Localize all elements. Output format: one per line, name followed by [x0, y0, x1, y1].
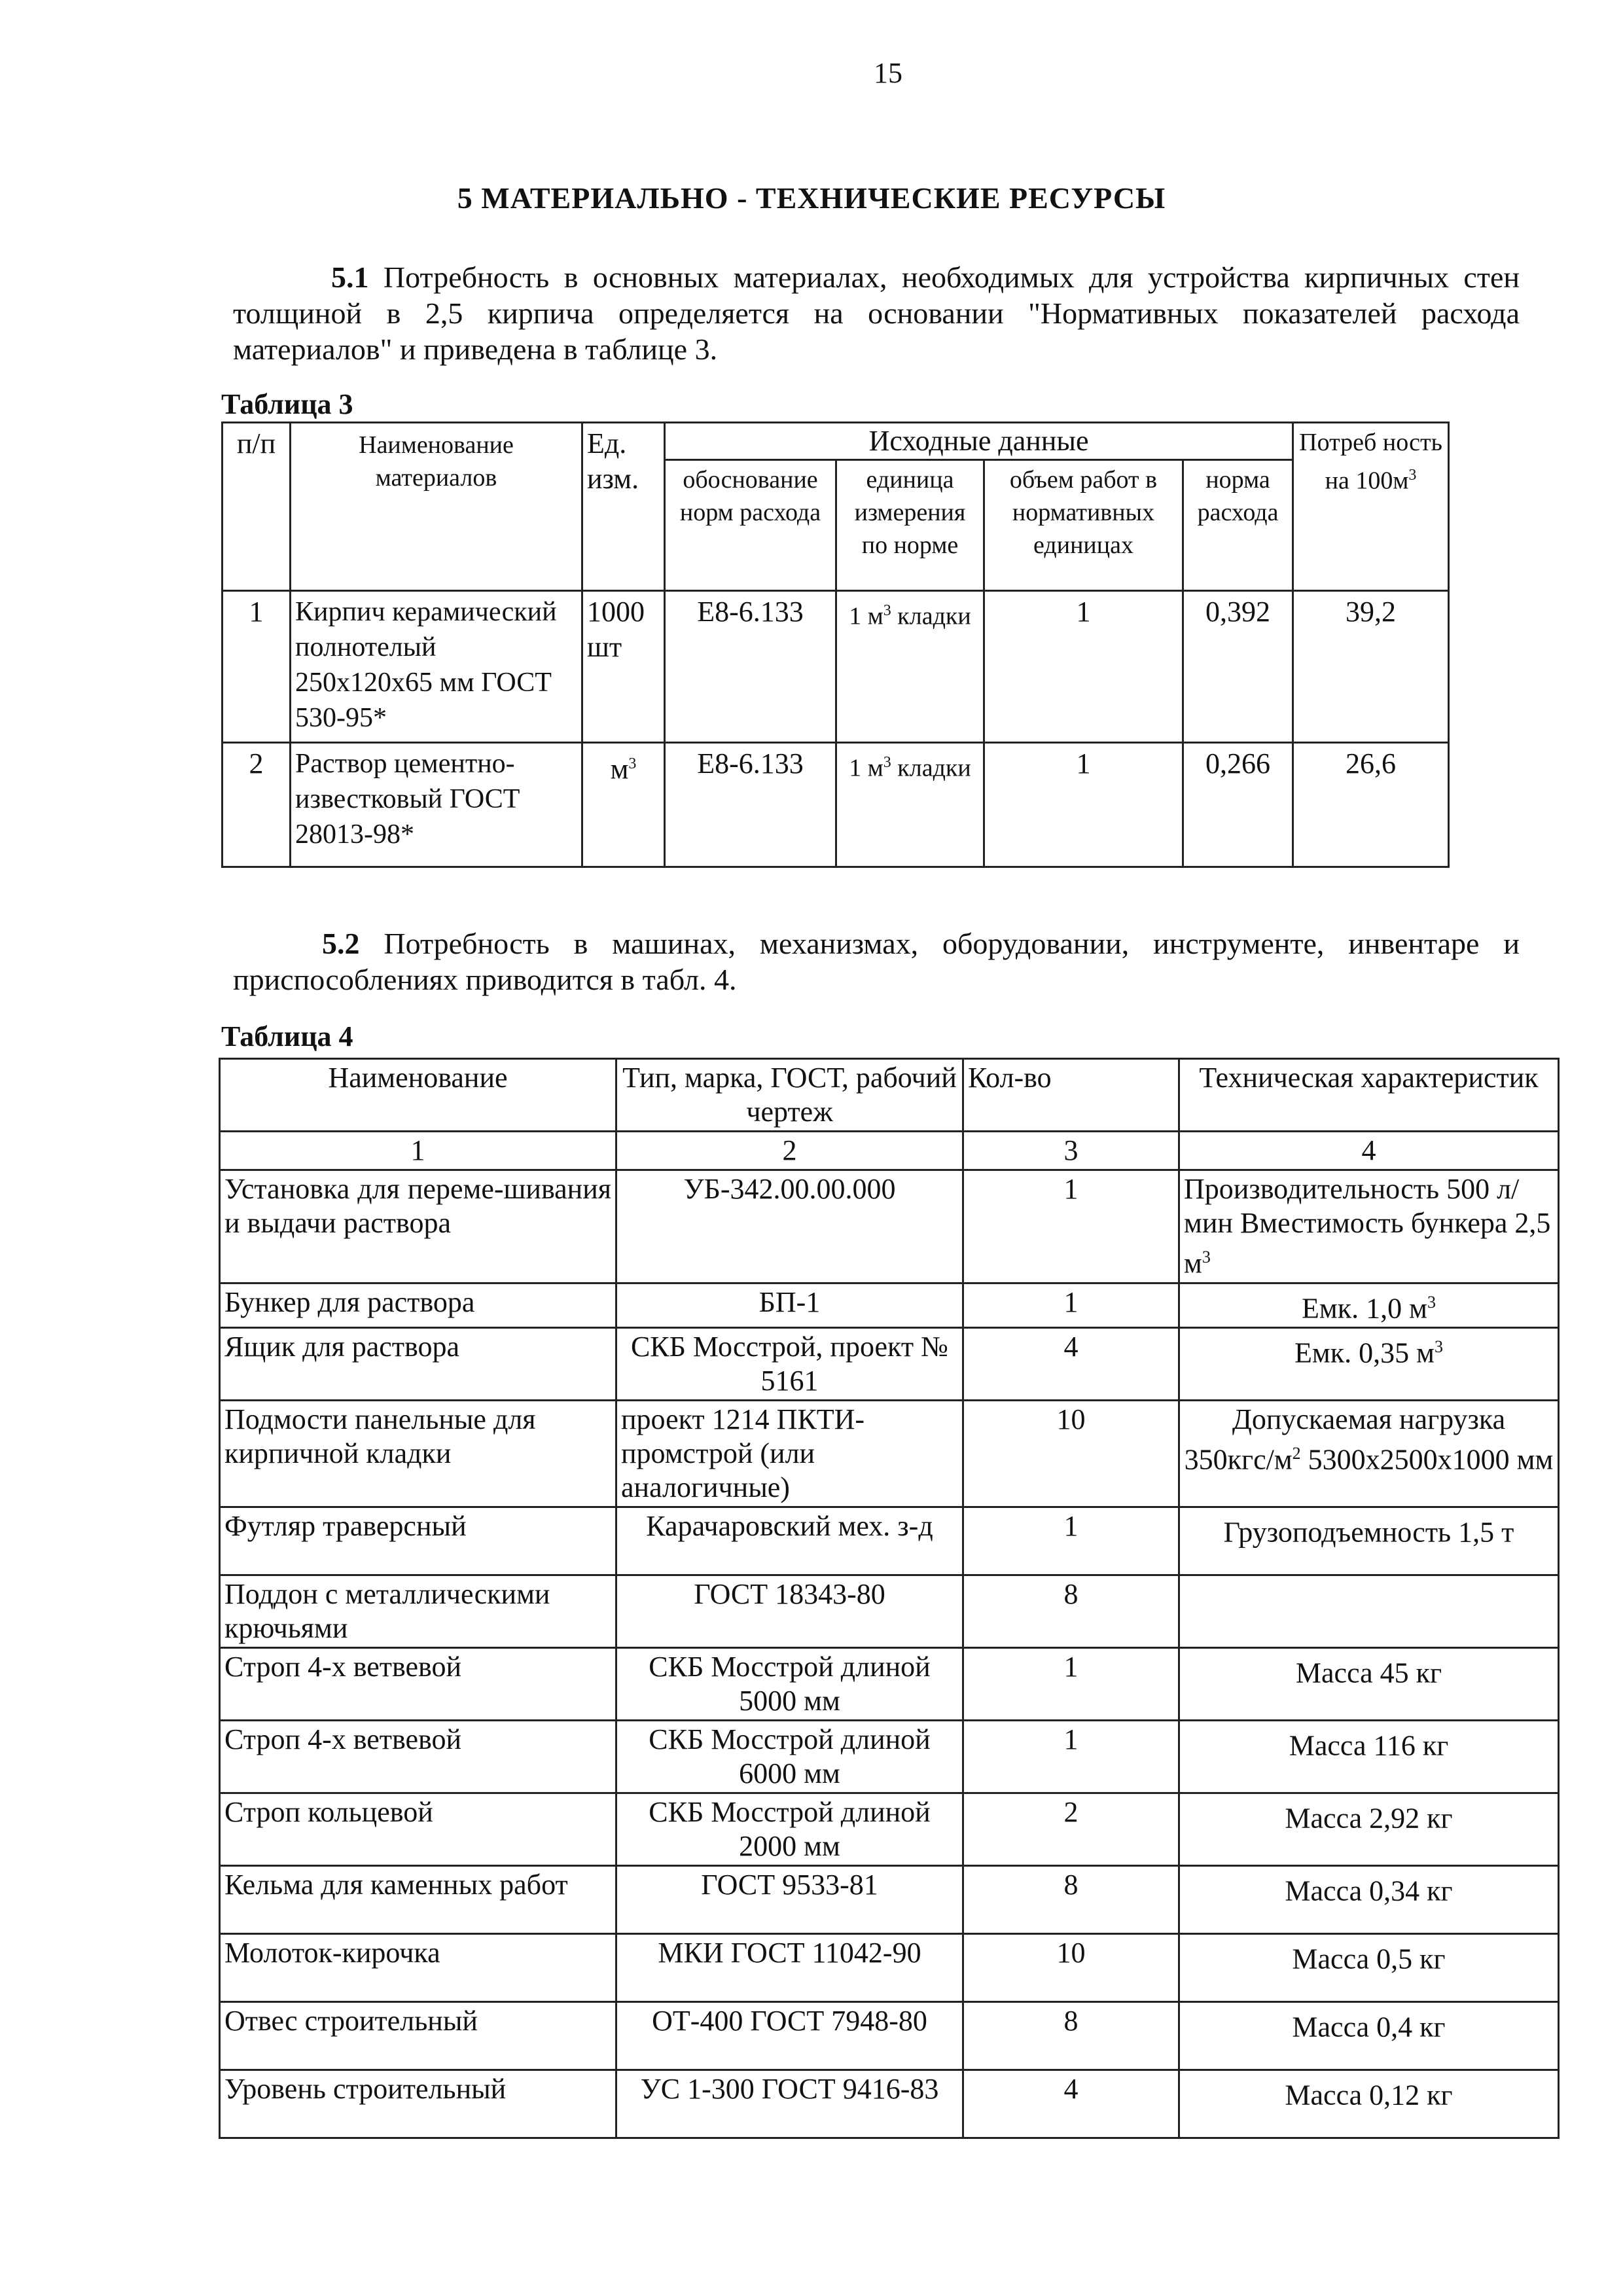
row-spec-text: Масса 116 кг: [1289, 1729, 1449, 1762]
row-type: СКБ Мосстрой длиной 2000 мм: [616, 1793, 963, 1866]
row-name: Строп 4-х ветвевой: [220, 1648, 616, 1721]
row-spec: [1179, 1866, 1559, 1934]
row-qty: 1: [963, 1283, 1179, 1328]
row-1-unit: 1000 шт: [582, 591, 665, 743]
table-row: [220, 1283, 1559, 1328]
row-qty: 1: [963, 1507, 1179, 1575]
row-spec: [1179, 1793, 1559, 1866]
paragraph-5-1: [233, 259, 1520, 367]
row-qty: 1: [963, 1170, 1179, 1283]
row-spec-text: Масса 0,5 кг: [1292, 1943, 1446, 1975]
row-type: СКБ Мосстрой длиной 5000 мм: [616, 1648, 963, 1721]
table-row: [220, 1328, 1559, 1401]
table-row: [220, 1866, 1559, 1934]
row-1-norm: 0,392: [1183, 591, 1293, 743]
row-spec: [1179, 1328, 1559, 1401]
table-row: [220, 1401, 1559, 1507]
row-spec: [1179, 1170, 1559, 1283]
row-spec-text: Емк. 1,0 м: [1302, 1292, 1427, 1325]
row-type: СКБ Мосстрой длиной 6000 мм: [616, 1721, 963, 1793]
row-type: БП-1: [616, 1283, 963, 1328]
page-number: 15: [874, 57, 902, 89]
row-qty: 8: [963, 1575, 1179, 1648]
table-4-column-numbers: [220, 1132, 1559, 1170]
row-name: Подмости панельные для кирпичной кладки: [220, 1401, 616, 1507]
row-name: Отвес строительный: [220, 2002, 616, 2070]
paragraph-5-2: [233, 925, 1520, 997]
row-2-need: 26,6: [1293, 743, 1449, 867]
row-qty: 8: [963, 1866, 1179, 1934]
table-row: [220, 1170, 1559, 1283]
table-row: [220, 1721, 1559, 1793]
row-2-norm-unit-post: кладки: [891, 754, 971, 782]
table-4-caption: Таблица 4: [221, 1020, 353, 1052]
row-name: Установка для переме-шивания и выдачи раствора: [220, 1170, 616, 1283]
row-spec-text: Производительность 500 л/мин Вместимость бункера 2,5 м: [1184, 1173, 1551, 1280]
row-2-num: 2: [223, 743, 291, 867]
row-type: проект 1214 ПКТИ-промстрой (или аналогичные): [616, 1401, 963, 1507]
row-type: ОТ-400 ГОСТ 7948-80: [616, 2002, 963, 2070]
row-1-num: 1: [223, 591, 291, 743]
row-spec: [1179, 1401, 1559, 1507]
row-name: Строп 4-х ветвевой: [220, 1721, 616, 1793]
row-2-norm-unit-pre: 1 м: [849, 754, 883, 782]
header-volume: объем работ в нормативных единицах: [984, 460, 1183, 591]
col-number-3: 3: [963, 1132, 1179, 1170]
row-type: УС 1-300 ГОСТ 9416-83: [616, 2070, 963, 2138]
row-spec-text: Грузоподъемность 1,5 т: [1223, 1516, 1514, 1549]
row-1-norm-unit-pre: 1 м: [849, 602, 883, 630]
row-qty: 2: [963, 1793, 1179, 1866]
header-qty: Кол-во: [963, 1059, 1179, 1132]
table-3: [221, 422, 1450, 868]
row-type: ГОСТ 18343-80: [616, 1575, 963, 1648]
row-spec: [1179, 1283, 1559, 1328]
row-name: Молоток-кирочка: [220, 1934, 616, 2002]
table-row: [220, 2002, 1559, 2070]
row-name: Строп кольцевой: [220, 1793, 616, 1866]
row-spec-sup: 3: [1434, 1337, 1443, 1357]
header-num: п/п: [223, 423, 291, 591]
row-1-need: 39,2: [1293, 591, 1449, 743]
row-spec: [1179, 1507, 1559, 1575]
row-spec-text: Допускаемая нагрузка 350кгс/м: [1184, 1403, 1506, 1476]
row-name: Поддон с металлическими крючьями: [220, 1575, 616, 1648]
table-row: [220, 1934, 1559, 2002]
table-row: [223, 743, 1449, 867]
table-row: [220, 1648, 1559, 1721]
section-title: 5 МАТЕРИАЛЬНО - ТЕХНИЧЕСКИЕ РЕСУРСЫ: [457, 181, 1166, 215]
table-row: [220, 1793, 1559, 1866]
row-2-basis: Е8-6.133: [665, 743, 836, 867]
row-type: Карачаровский мех. з-д: [616, 1507, 963, 1575]
paragraph-5-2-text: [233, 925, 1520, 997]
row-spec-text: Масса 2,92 кг: [1285, 1802, 1453, 1835]
table-3-caption: Таблица 3: [221, 388, 353, 420]
row-1-norm-unit-post: кладки: [891, 602, 971, 630]
paragraph-5-1-body: Потребность в основных материалах, необходимых для устройства кирпичных стен толщиной в 2,5 кирпича определяется на основании "Нормативных показателей расхода материалов" и приведена в таблице 3.: [233, 260, 1520, 366]
row-name: Футляр траверсный: [220, 1507, 616, 1575]
table-4: [219, 1058, 1560, 2139]
col-number-4: 4: [1179, 1132, 1559, 1170]
table-row: [220, 2070, 1559, 2138]
header-need-text: Потреб ность на 100м: [1299, 429, 1442, 495]
row-type: ГОСТ 9533-81: [616, 1866, 963, 1934]
table-row: [220, 1575, 1559, 1648]
row-qty: 4: [963, 1328, 1179, 1401]
row-spec-sup: 3: [1202, 1247, 1211, 1266]
row-spec: [1179, 1721, 1559, 1793]
row-spec: [1179, 1934, 1559, 2002]
table-4-header-row: [220, 1059, 1559, 1132]
header-need-sup: 3: [1408, 467, 1417, 484]
row-name: Ящик для раствора: [220, 1328, 616, 1401]
table-row: [223, 591, 1449, 743]
row-spec: [1179, 2070, 1559, 2138]
row-2-norm: 0,266: [1183, 743, 1293, 867]
row-1-norm-unit-sup: 3: [883, 602, 891, 619]
row-spec-text: Масса 45 кг: [1295, 1657, 1442, 1689]
header-name: Наименование: [220, 1059, 616, 1132]
paragraph-5-1-text: [233, 259, 1520, 367]
header-need: [1293, 423, 1449, 591]
paragraph-5-1-number: 5.1: [331, 260, 369, 294]
row-spec-text: Емк. 0,35 м: [1294, 1336, 1435, 1369]
row-2-unit: [582, 743, 665, 867]
row-qty: 1: [963, 1648, 1179, 1721]
row-type: СКБ Мосстрой, проект № 5161: [616, 1328, 963, 1401]
header-norm: норма расхода: [1183, 460, 1293, 591]
row-qty: 8: [963, 2002, 1179, 2070]
row-qty: 1: [963, 1721, 1179, 1793]
row-spec: [1179, 1648, 1559, 1721]
row-qty: 4: [963, 2070, 1179, 2138]
table-4-body: [220, 1170, 1559, 2138]
row-spec: [1179, 1575, 1559, 1648]
table-3-header-row: [223, 423, 1449, 460]
header-source-group: Исходные данные: [665, 423, 1293, 460]
row-1-volume: 1: [984, 591, 1183, 743]
paragraph-5-2-body: Потребность в машинах, механизмах, оборудовании, инструменте, инвентаре и приспособлениях приводится в табл. 4.: [233, 927, 1520, 996]
header-spec: Техническая характеристик: [1179, 1059, 1559, 1132]
row-qty: 10: [963, 1401, 1179, 1507]
row-1-basis: Е8-6.133: [665, 591, 836, 743]
table-row: [220, 1507, 1559, 1575]
row-spec-text: Масса 0,34 кг: [1285, 1874, 1453, 1907]
row-1-norm-unit: [836, 591, 984, 743]
header-unit: Ед. изм.: [582, 423, 665, 591]
paragraph-5-2-number: 5.2: [322, 927, 360, 960]
header-name: Наименование материалов: [291, 423, 582, 591]
row-2-norm-unit-sup: 3: [883, 754, 891, 771]
row-spec-text: Масса 0,12 кг: [1285, 2079, 1453, 2111]
row-2-norm-unit: [836, 743, 984, 867]
row-2-volume: 1: [984, 743, 1183, 867]
row-spec-extra: 5300x2500x1000 мм: [1300, 1443, 1554, 1476]
header-basis: обоснование норм расхода: [665, 460, 836, 591]
row-name: Уровень строительный: [220, 2070, 616, 2138]
row-2-unit-text: м: [610, 753, 629, 785]
row-name: Бункер для раствора: [220, 1283, 616, 1328]
header-type: Тип, марка, ГОСТ, рабочий чертеж: [616, 1059, 963, 1132]
row-spec-text: Масса 0,4 кг: [1292, 2011, 1446, 2043]
row-2-name: Раствор цементно-известковый ГОСТ 28013-98*: [291, 743, 582, 867]
row-2-unit-sup: 3: [628, 755, 637, 772]
col-number-2: 2: [616, 1132, 963, 1170]
row-1-name: Кирпич керамический полнотелый 250x120x65 мм ГОСТ 530-95*: [291, 591, 582, 743]
row-spec: [1179, 2002, 1559, 2070]
row-name: Кельма для каменных работ: [220, 1866, 616, 1934]
row-spec-sup: 2: [1292, 1444, 1301, 1463]
row-spec-sup: 3: [1427, 1292, 1436, 1312]
row-type: МКИ ГОСТ 11042-90: [616, 1934, 963, 2002]
row-qty: 10: [963, 1934, 1179, 2002]
header-norm-unit: единица измерения по норме: [836, 460, 984, 591]
col-number-1: 1: [220, 1132, 616, 1170]
row-type: УБ-342.00.00.000: [616, 1170, 963, 1283]
